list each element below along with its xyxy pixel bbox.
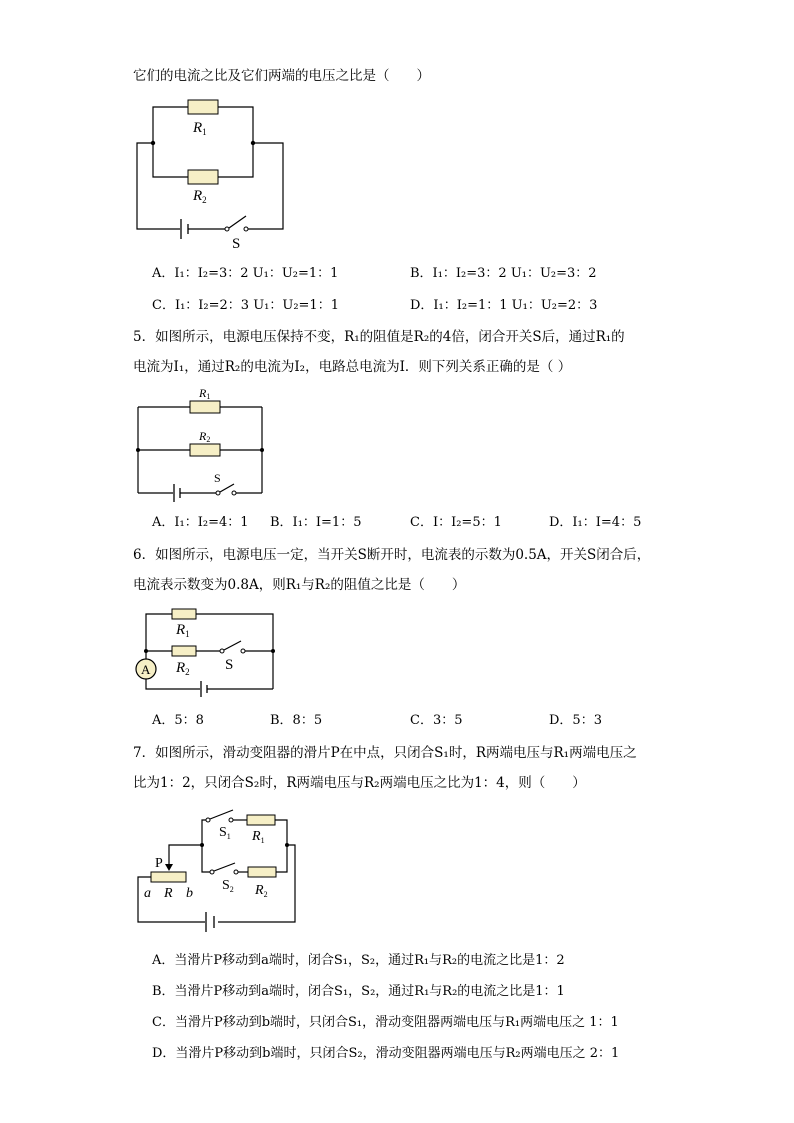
q7-option-c[interactable]: C．当滑片P移动到b端时，只闭合S₁，滑动变阻器两端电压与R₁两端电压之 1：1 [152, 1015, 619, 1030]
q5-option-c[interactable]: C．I：I₂=5：1 [410, 515, 502, 530]
q7-stem-line1: 7．如图所示，滑动变阻器的滑片P在中点，只闭合S₁时，R两端电压与R₁两端电压之 [133, 745, 637, 761]
q7-resistor-r2 [248, 867, 276, 877]
q7-stem-line2: 比为1：2，只闭合S₂时，R两端电压与R₂两端电压之比为1：4，则（ ） [133, 775, 586, 791]
q7-b-label: b [186, 886, 193, 901]
q5-stem-line1: 5．如图所示，电源电压保持不变，R₁的阻值是R₂的4倍，闭合开关S后，通过R₁的 [133, 329, 625, 345]
q4-option-c[interactable]: C．I₁：I₂=2：3 U₁：U₂=1：1 [152, 298, 339, 313]
q7-s1-label: $S_1$ [219, 825, 231, 841]
q5-r2-label: R2 [199, 429, 211, 444]
q5-option-a[interactable]: A．I₁：I₂=4：1 [152, 515, 249, 530]
q4-option-b[interactable]: B．I₁：I₂=3：2 U₁：U₂=3：2 [410, 266, 597, 281]
q6-option-d[interactable]: D．5：3 [549, 713, 602, 728]
q7-rheostat [151, 872, 186, 882]
q7-switch-s1 [210, 810, 233, 819]
q7-option-d[interactable]: D．当滑片P移动到b端时，只闭合S₂，滑动变阻器两端电压与R₂两端电压之 2：1 [152, 1046, 620, 1061]
q7-option-b[interactable]: B．当滑片P移动到a端时，闭合S₁，S₂，通过R₁与R₂的电流之比是1：1 [152, 984, 565, 999]
q7-option-a[interactable]: A．当滑片P移动到a端时，闭合S₁，S₂，通过R₁与R₂的电流之比是1：2 [152, 953, 565, 968]
q7-p-label: P [155, 856, 163, 871]
q4-option-a[interactable]: A．I₁：I₂=3：2 U₁：U₂=1：1 [152, 266, 339, 281]
q7-switch-s2 [214, 863, 235, 871]
q6-stem-line1: 6．如图所示，电源电压一定，当开关S断开时，电流表的示数为0.5A，开关S闭合后， [133, 547, 651, 563]
q7-resistor-r1 [247, 815, 275, 825]
q4-r1-label: $R_1$ [193, 120, 207, 137]
q5-r1-label: R1 [199, 386, 211, 401]
q6-option-c[interactable]: C．3：5 [410, 713, 463, 728]
q6-ammeter-label: A [141, 662, 151, 677]
q7-r-label: R [164, 886, 173, 901]
q7-a-label: a [144, 886, 151, 901]
q4-s-label: S [232, 236, 241, 252]
q6-stem-line2: 电流表示数变为0.8A，则R₁与R₂的阻值之比是（ ） [133, 577, 466, 593]
q5-s-label: S [214, 471, 221, 485]
q7-s2-label: $S_2$ [222, 878, 234, 894]
q4-stem: 它们的电流之比及它们两端的电压之比是（ ） [133, 68, 430, 84]
q4-r2-label: $R_2$ [193, 188, 207, 205]
q5-option-b[interactable]: B．I₁：I=1：5 [270, 515, 362, 530]
q5-stem-line2: 电流为I₁，通过R₂的电流为I₂，电路总电流为I．则下列关系正确的是（ ） [133, 359, 572, 375]
q6-option-a[interactable]: A．5：8 [152, 713, 204, 728]
q6-s-label: S [225, 657, 234, 673]
q6-r2-label: $R_2$ [176, 660, 190, 677]
q7-r2-label: $R_2$ [255, 883, 268, 899]
q4-option-d[interactable]: D．I₁：I₂=1：1 U₁：U₂=2：3 [410, 298, 598, 313]
q5-option-d[interactable]: D．I₁：I=4：5 [549, 515, 642, 530]
q7-r1-label: $R_1$ [252, 829, 265, 845]
q6-r1-label: $R_1$ [176, 622, 190, 639]
q6-option-b[interactable]: B．8：5 [270, 713, 323, 728]
